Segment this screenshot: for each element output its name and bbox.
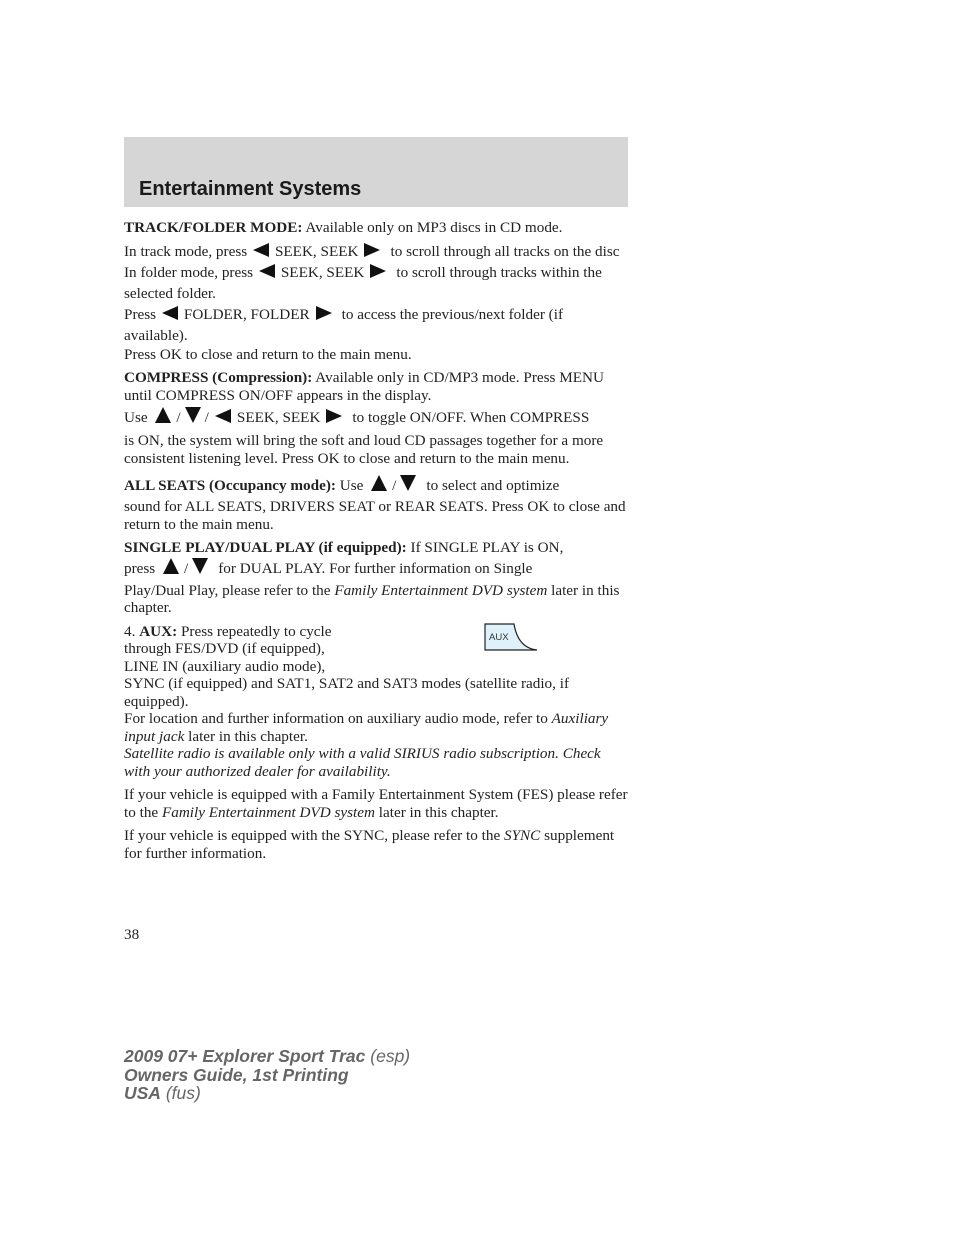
compress-heading: COMPRESS (Compression): — [124, 369, 313, 386]
sync-paragraph: If your vehicle is equipped with the SYNC, please refer to the SYNC supplement for further information. — [124, 827, 615, 862]
compress-rest: is ON, the system will bring the soft and loud CD passages together for a more consistent listening level. Press OK to close and return to the main menu. — [124, 432, 604, 467]
single-play-heading: SINGLE PLAY/DUAL PLAY (if equipped): — [124, 539, 407, 556]
aux-button-label: AUX — [489, 631, 509, 643]
seek-left-icon — [259, 264, 275, 278]
page-number: 38 — [124, 926, 140, 943]
track-folder-ok: Press OK to close and return to the main menu. — [124, 345, 412, 363]
aux-button-illustration — [484, 623, 538, 651]
track-mode-paragraph: In track mode, press SEEK, SEEK to scroll through all tracks on the disc — [124, 242, 620, 260]
single-play-ref: Play/Dual Play, please refer to the Family Entertainment DVD system later in this chapter. — [124, 581, 620, 616]
compress-use-line: Use / / SEEK, SEEK to toggle ON/OFF. When COMPRESS — [124, 409, 590, 426]
aux-line-3: LINE IN (auxiliary audio mode), — [124, 657, 326, 675]
page-content — [124, 219, 628, 862]
single-play-section — [124, 539, 628, 617]
footer-line-2: Owners Guide, 1st Printing — [124, 1064, 349, 1085]
track-folder-intro: TRACK/FOLDER MODE: Available only on MP3 discs in CD mode. — [124, 219, 563, 236]
arrow-down-icon — [400, 475, 416, 491]
arrow-down-icon — [192, 558, 208, 574]
footer-line-1: 2009 07+ Explorer Sport Trac (esp) — [124, 1046, 411, 1066]
seek-left-icon — [215, 409, 231, 423]
arrow-up-icon — [163, 558, 179, 574]
arrow-down-icon — [185, 407, 201, 423]
all-seats-rest: sound for ALL SEATS, DRIVERS SEAT or REAR SEATS. Press OK to close and return to the main menu. — [124, 498, 626, 533]
seek-right-icon — [364, 243, 380, 257]
document-footer — [124, 1047, 410, 1103]
folder-press-paragraph: Press FOLDER, FOLDER to access the previous/next folder (if available). — [124, 305, 564, 344]
aux-rest: SYNC (if equipped) and SAT1, SAT2 and SAT3 modes (satellite radio, if equipped). — [124, 675, 570, 710]
aux-heading: AUX: — [139, 622, 178, 640]
aux-section — [124, 623, 628, 781]
folder-right-icon — [316, 306, 332, 320]
section-title: Entertainment Systems — [139, 178, 362, 200]
satellite-note: Satellite radio is available only with a valid SIRIUS radio subscription. Check with your authorized dealer for availability. — [124, 745, 601, 780]
aux-line-1: 4. AUX: Press repeatedly to cycle — [124, 622, 332, 640]
single-play-press-line: press / for DUAL PLAY. For further information on Single — [124, 559, 533, 577]
footer-line-3: USA (fus) — [124, 1083, 201, 1103]
all-seats-heading: ALL SEATS (Occupancy mode): — [124, 477, 336, 494]
fes-paragraph: If your vehicle is equipped with a Family Entertainment System (FES) please refer to the Family Entertainment DVD system later in this chapter. — [124, 786, 628, 821]
folder-mode-paragraph: In folder mode, press SEEK, SEEK to scroll through tracks within the selected folder. — [124, 263, 602, 302]
track-folder-section — [124, 219, 628, 363]
all-seats-section — [124, 475, 628, 533]
single-play-intro: SINGLE PLAY/DUAL PLAY (if equipped): If SINGLE PLAY is ON, — [124, 539, 564, 556]
compress-intro: COMPRESS (Compression): Available only in CD/MP3 mode. Press MENU until COMPRESS ON/OFF appears in the display. — [124, 369, 604, 404]
track-folder-heading: TRACK/FOLDER MODE: — [124, 219, 303, 236]
aux-location: For location and further information on auxiliary audio mode, refer to Auxiliary input jack later in this chapter. — [124, 710, 609, 745]
aux-line-2: through FES/DVD (if equipped), — [124, 640, 325, 657]
arrow-up-icon — [155, 407, 171, 423]
all-seats-line: ALL SEATS (Occupancy mode): Use / to select and optimize — [124, 477, 560, 494]
folder-left-icon — [162, 306, 178, 320]
seek-right-icon — [326, 409, 342, 423]
seek-left-icon — [253, 243, 269, 257]
arrow-up-icon — [371, 475, 387, 491]
compress-section — [124, 369, 628, 467]
section-header-band — [124, 137, 628, 207]
seek-right-icon — [370, 264, 386, 278]
